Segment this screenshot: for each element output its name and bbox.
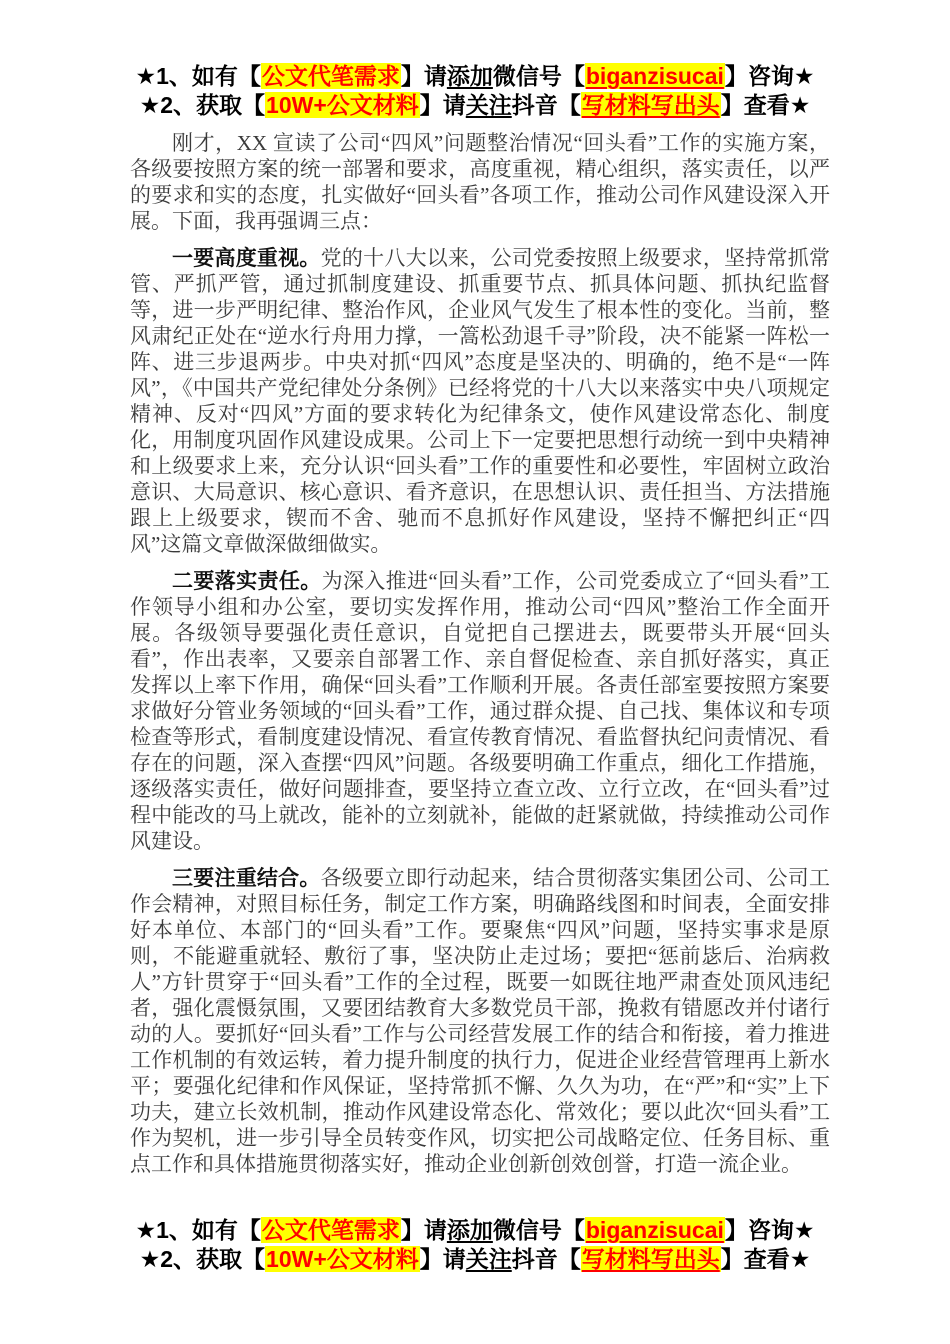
promo-highlighted-text: 公文代笔需求 [261,63,400,89]
promo-text: 添加 [446,1217,493,1243]
promo-text: 添加 [446,63,493,89]
promo-footer [0,1216,950,1274]
promo-highlighted-text: 写材料写出头 [581,1246,720,1272]
paragraph-lead: 三要注重结合。 [172,866,321,890]
promo-text: 】请 [400,63,447,89]
paragraph-4: 三要注重结合。各级要立即行动起来，结合贯彻落实集团公司、公司工作会精神，对照目标任务，制定工作方案，明确路线图和时间表，全面安排好本单位、本部门的“回头看”工作。要聚焦“四风”问题，坚持实事求是原则，不能避重就轻、敷衍了事，坚决防止走过场；要把“惩前毖后、治病救人”方针贯穿于“回头看”工作的全过程，既要一如既往地严肃查处顶风违纪者，强化震慑氛围，又要团结教育大多数党员干部，挽救有错愿改并付诸行动的人。要抓好“回头看”工作与公司经营发展工作的结合和衔接，着力推进工作机制的有效运转，着力提升制度的执行力，促进企业经营管理再上新水平；要强化纪律和作风保证，坚持常抓不懈、久久为功，在“严”和“实”上下功夫，建立长效机制，推动作风建设常态化、常效化；要以此次“回头看”工作为契机，进一步引导全员转变作风，切实把公司战略定位、任务目标、重点工作和具体措施贯彻落实好，推动企业创新创效创誉，打造一流企业。 [130,866,831,1176]
paragraph-3: 二要落实责任。为深入推进“回头看”工作，公司党委成立了“回头看”工作领导小组和办公室，要切实发挥作用，推动公司“四风”整治工作全面开展。各级领导要强化责任意识，自觉把自己摆进去，既要带头开展“回头看”，作出表率，又要亲自部署工作、亲自督促检查、亲自抓好落实，真正发挥以上率下作用，确保“回头看”工作顺利开展。各责任部室要按照方案要求做好分管业务领域的“回头看”工作，通过群众提、自己找、集体议和专项检查等形式，看制度建设情况、看宣传教育情况、看监督执纪问责情况、看存在的问题，深入查摆“四风”问题。各级要明确工作重点，细化工作措施，逐级落实责任，做好问题排查，要坚持立查立改、立行立改，在“回头看”过程中能改的马上就改，能补的立刻就补，能做的赶紧就做，持续推动公司作风建设。 [130,569,831,853]
promo-text: 关注 [465,92,512,118]
promo-header [0,62,950,120]
document-body [130,130,830,1177]
promo-text: 】咨询★ [724,1217,815,1243]
promo-highlighted-text: biganzisucai [585,1217,724,1243]
promo-text: 】请 [419,1246,466,1272]
paragraph-2: 一要高度重视。党的十八大以来，公司党委按照上级要求，坚持常抓常管、严抓严管，通过抓制度建设、抓重要节点、抓具体问题、抓执纪监督等，进一步严明纪律、整治作风，企业风气发生了根本性的变化。当前，整风肃纪正处在“逆水行舟用力撑，一篙松劲退千寻”阶段，决不能紧一阵松一阵、进三步退两步。中央对抓“四风”态度是坚决的、明确的，绝不是“一阵风”，《中国共产党纪律处分条例》已经将党的十八大以来落实中央八项规定精神、反对“四风”方面的要求转化为纪律条文，使作风建设常态化、制度化，用制度巩固作风建设成果。公司上下一定要把思想行动统一到中央精神和上级要求上来，充分认识“回头看”工作的重要性和必要性，牢固树立政治意识、大局意识、核心意识、看齐意识，在思想认识、责任担当、方法措施跟上上级要求，锲而不舍、驰而不息抓好作风建设，坚持不懈把纠正“四风”这篇文章做深做细做实。 [130,246,831,556]
promo-highlighted-text: biganzisucai [585,63,724,89]
promo-highlighted-text: 写材料写出头 [581,92,720,118]
promo-footer-line-1 [0,1216,950,1245]
promo-text: ★2、获取【 [139,1246,266,1272]
promo-text: 】查看★ [720,1246,811,1272]
promo-footer-line-2 [0,1245,950,1274]
promo-highlighted-text: 10W+公文材料 [266,1246,419,1272]
paragraph-1: 刚才，XX 宣读了公司“四风”问题整治情况“回头看”工作的实施方案，各级要按照方案的统一部署和要求，高度重视，精心组织，落实责任，以严的要求和实的态度，扎实做好“回头看”各项工作，推动公司作风建设深入开展。下面，我再强调三点： [130,131,830,233]
promo-text: 抖音【 [511,92,581,118]
promo-text: 】查看★ [720,92,811,118]
paragraph-lead: 一要高度重视。 [172,246,321,270]
promo-text: 】请 [400,1217,447,1243]
promo-header-line-1 [0,62,950,91]
paragraph-lead: 二要落实责任。 [172,569,322,593]
promo-text: 】请 [419,92,466,118]
promo-highlighted-text: 公文代笔需求 [261,1217,400,1243]
promo-text: ★1、如有【 [135,1217,261,1243]
promo-text: 微信号【 [492,1217,585,1243]
promo-text: 微信号【 [492,63,585,89]
promo-text: 抖音【 [511,1246,581,1272]
promo-header-line-2 [0,91,950,120]
promo-text: 关注 [465,1246,512,1272]
promo-text: ★1、如有【 [135,63,261,89]
promo-highlighted-text: 10W+公文材料 [266,92,419,118]
promo-text: 】咨询★ [724,63,815,89]
promo-text: ★2、获取【 [139,92,266,118]
